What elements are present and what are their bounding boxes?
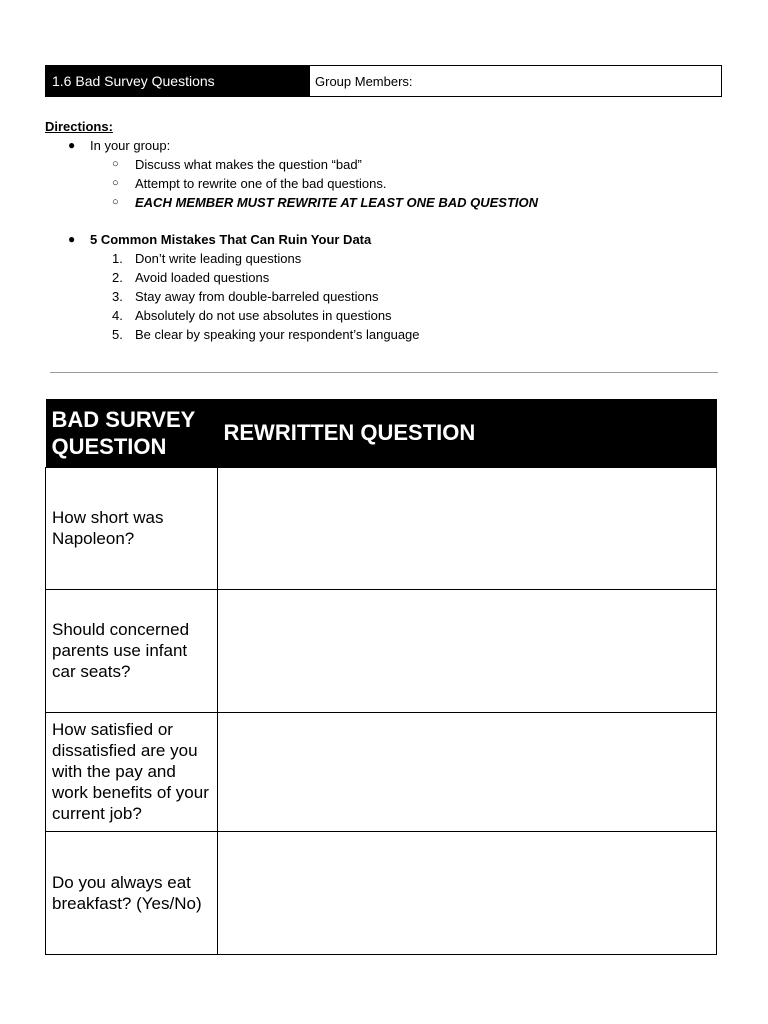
list-item: 2. Avoid loaded questions	[112, 270, 270, 285]
table-row	[46, 712, 717, 831]
directions-label: Directions:	[45, 119, 113, 134]
list-item: 4. Absolutely do not use absolutes in questions	[112, 308, 392, 323]
bad-question-column-header: BAD SURVEY QUESTION	[46, 399, 218, 467]
spacer	[45, 212, 538, 230]
list-item: ○ Discuss what makes the question “bad”	[112, 157, 362, 172]
bad-question-cell: How short was Napoleon?	[46, 467, 218, 589]
rewritten-question-cell[interactable]	[218, 589, 717, 712]
list-item: ○ EACH MEMBER MUST REWRITE AT LEAST ONE BAD QUESTION	[112, 195, 538, 210]
worksheet-title: 1.6 Bad Survey Questions	[46, 66, 310, 96]
mistakes-heading: 5 Common Mistakes That Can Ruin Your Data	[90, 232, 372, 247]
worksheet-header	[45, 65, 722, 97]
rewritten-question-cell[interactable]	[218, 712, 717, 831]
table-row	[46, 831, 717, 954]
table-header-row	[46, 399, 717, 467]
bad-question-cell: Do you always eat breakfast? (Yes/No)	[46, 831, 218, 954]
list-item: 5. Be clear by speaking your respondent’s language	[112, 327, 420, 342]
horizontal-divider	[50, 372, 718, 373]
directions-list	[45, 136, 538, 344]
directions-section	[45, 117, 538, 344]
group-intro: In your group:	[90, 138, 171, 153]
rewritten-question-column-header: REWRITTEN QUESTION	[218, 399, 717, 467]
survey-table	[45, 399, 717, 955]
bad-question-cell: How satisfied or dissatisfied are you with the pay and work benefits of your current job?	[46, 712, 218, 831]
bullet-icon: ●	[68, 138, 76, 152]
bad-question-cell: Should concerned parents use infant car seats?	[46, 589, 218, 712]
rewritten-question-cell[interactable]	[218, 467, 717, 589]
circle-bullet-icon: ○	[112, 158, 119, 170]
mistakes-list	[90, 249, 538, 344]
group-steps-list	[90, 155, 538, 212]
bullet-icon: ●	[68, 232, 76, 246]
group-members-field[interactable]: Group Members:	[315, 73, 413, 89]
list-item: 1. Don’t write leading questions	[112, 251, 302, 266]
circle-bullet-icon: ○	[112, 196, 119, 208]
list-item	[45, 230, 538, 344]
circle-bullet-icon: ○	[112, 177, 119, 189]
table-row	[46, 467, 717, 589]
table-row	[46, 589, 717, 712]
rewritten-question-cell[interactable]	[218, 831, 717, 954]
list-item: 3. Stay away from double-barreled questions	[112, 289, 379, 304]
list-item: ○ Attempt to rewrite one of the bad questions.	[112, 176, 387, 191]
list-item	[45, 136, 538, 212]
